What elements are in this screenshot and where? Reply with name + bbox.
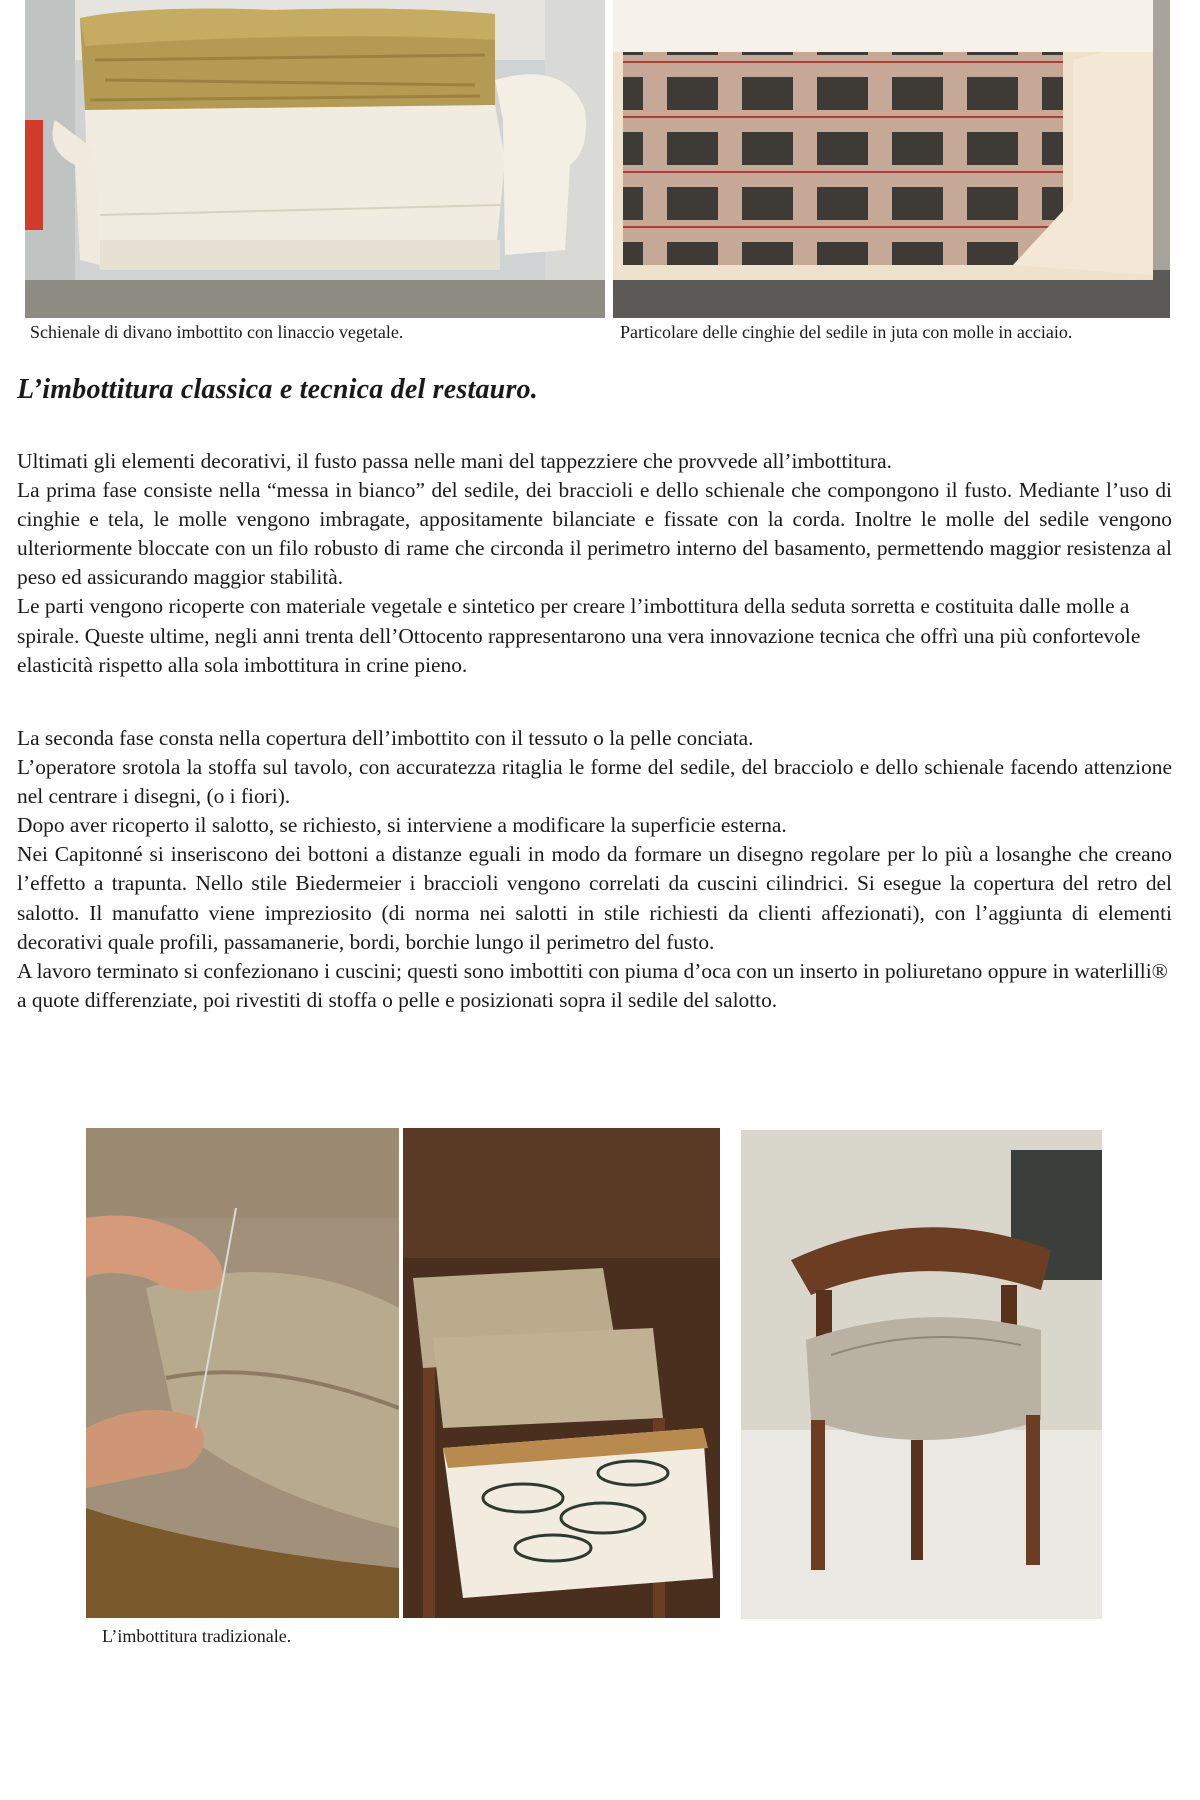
webbing-caption: Particolare delle cinghie del sedile in juta con molle in acciaio.: [620, 322, 1073, 342]
armchair-photo: [741, 1130, 1102, 1619]
webbing-photo: [613, 0, 1170, 318]
paragraph: Ultimati gli elementi decorativi, il fusto passa nelle mani del tappezziere che provvede all’imbottitura.: [17, 449, 892, 473]
paragraph: Le parti vengono ricoperte con materiale vegetale e sintetico per creare l’imbottitura della seduta sorretta e costituita dalle molle a spirale. Queste ultime, negli anni trenta dell’Ottocento rappresentarono una vera innovazione tecnica che offrì una più confortevole elasticità rispetto alla sola imbottitura in crine pieno.: [17, 594, 1141, 677]
paragraph: La prima fase consiste nella “messa in bianco” del sedile, dei braccioli e dello schienale che compongono il fusto. Mediante l’uso di cinghie e tela, le molle vengono imbragate, appositamente bilanciate e fissate con la corda. Inoltre le molle del sedile vengono ulteriormente bloccate con un filo robusto di rame che circonda il perimetro interno del basamento, permettendo maggior resistenza al peso ed assicurando maggior stabilità.: [17, 478, 1172, 590]
sofa-photo: [25, 0, 605, 318]
section1-text: [17, 447, 1172, 680]
section-heading: L’imbottitura classica e tecnica del restauro.: [17, 374, 538, 405]
sofa-caption: Schienale di divano imbottito con linaccio vegetale.: [30, 322, 404, 342]
paragraph: La seconda fase consta nella copertura dell’imbottito con il tessuto o la pelle conciata.: [17, 726, 754, 750]
paragraph: A lavoro terminato si confezionano i cuscini; questi sono imbottiti con piuma d’oca con un inserto in poliuretano oppure in waterlilli® a quote differenziate, poi rivestiti di stoffa o pelle e posizionati sopra il sedile del salotto.: [17, 958, 1168, 1012]
bottom-caption: L’imbottitura tradizionale.: [102, 1626, 292, 1646]
section2-text: [17, 724, 1172, 1015]
paragraph: L’operatore srotola la stoffa sul tavolo, con accuratezza ritaglia le forme del sedile, del bracciolo e dello schienale facendo attenzione nel centrare i disegni, (o i fiori).: [17, 755, 1172, 809]
hand-stitching-photo: [86, 1128, 399, 1618]
paragraph: Dopo aver ricoperto il salotto, se richiesto, si interviene a modificare la superficie esterna.: [17, 813, 787, 838]
chairs-springs-photo: [403, 1128, 720, 1618]
paragraph: Nei Capitonné si inseriscono dei bottoni a distanze eguali in modo da formare un disegno regolare per lo più a losanghe che creano l’effetto a trapunta. Nello stile Biedermeier i braccioli vengono correlati da cuscini cilindrici. Si esegue la copertura del retro del salotto. Il manufatto viene impreziosito (di norma nei salotti in stile richiesti da clienti affezionati), con l’aggiunta di elementi decorativi quale profili, passamanerie, bordi, borchie lungo il perimetro del fusto.: [17, 842, 1172, 954]
